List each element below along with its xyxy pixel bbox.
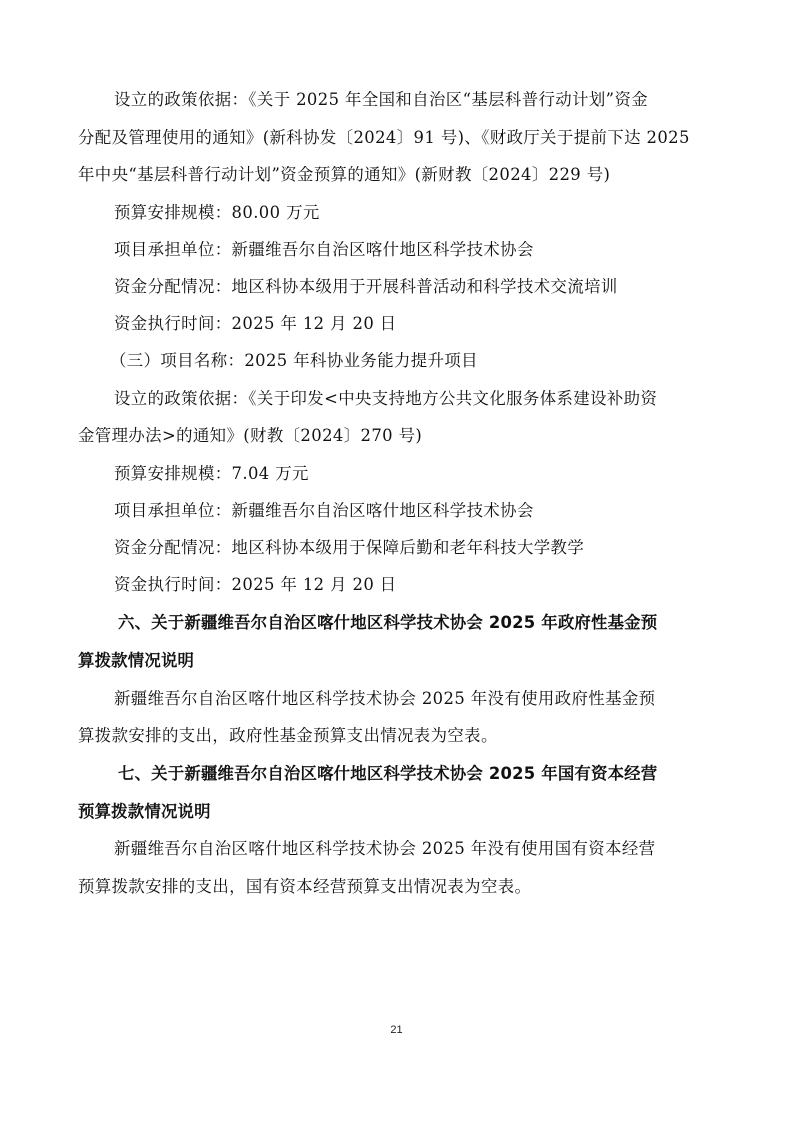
- execution-time: 资金执行时间：2025 年 12 月 20 日: [114, 314, 397, 333]
- policy-basis-line-2: 分配及管理使用的通知》(新科协发〔2024〕91 号)、《财政厅关于提前下达 2025: [78, 128, 690, 147]
- fund-allocation: 资金分配情况：地区科协本级用于开展科普活动和科学技术交流培训: [114, 277, 618, 296]
- execution-time: 资金执行时间：2025 年 12 月 20 日: [114, 575, 397, 594]
- section-heading-6-line-2: 算拨款情况说明: [78, 651, 195, 670]
- section-6-body-line-2: 算拨款安排的支出，政府性基金预算支出情况表为空表。: [78, 726, 498, 745]
- section-6-body-line-1: 新疆维吾尔自治区喀什地区科学技术协会 2025 年没有使用政府性基金预: [114, 689, 656, 708]
- undertaking-unit: 项目承担单位：新疆维吾尔自治区喀什地区科学技术协会: [114, 240, 534, 259]
- page-number: 21: [390, 1024, 403, 1036]
- policy-basis-line-2: 金管理办法>的通知》(财教〔2024〕270 号): [78, 426, 423, 445]
- policy-basis-line-1: 设立的政策依据：《关于 2025 年全国和自治区“基层科普行动计划”资金: [114, 90, 649, 109]
- policy-basis-line-3: 年中央“基层科普行动计划”资金预算的通知》(新财教〔2024〕229 号): [78, 165, 611, 184]
- section-7-body-line-1: 新疆维吾尔自治区喀什地区科学技术协会 2025 年没有使用国有资本经营: [114, 839, 656, 858]
- budget-scale: 预算安排规模：7.04 万元: [114, 464, 309, 483]
- section-heading-7-line-2: 预算拨款情况说明: [78, 802, 211, 821]
- policy-basis-line-1: 设立的政策依据：《关于印发<中央支持地方公共文化服务体系建设补助资: [114, 389, 658, 408]
- undertaking-unit: 项目承担单位：新疆维吾尔自治区喀什地区科学技术协会: [114, 501, 534, 520]
- section-heading-7-line-1: 七、关于新疆维吾尔自治区喀什地区科学技术协会 2025 年国有资本经营: [118, 764, 658, 783]
- section-heading-6-line-1: 六、关于新疆维吾尔自治区喀什地区科学技术协会 2025 年政府性基金预: [118, 613, 658, 632]
- fund-allocation: 资金分配情况：地区科协本级用于保障后勤和老年科技大学教学: [114, 538, 585, 557]
- project-name: （三）项目名称：2025 年科协业务能力提升项目: [110, 351, 478, 370]
- section-7-body-line-2: 预算拨款安排的支出，国有资本经营预算支出情况表为空表。: [78, 877, 532, 896]
- budget-scale: 预算安排规模：80.00 万元: [114, 203, 320, 222]
